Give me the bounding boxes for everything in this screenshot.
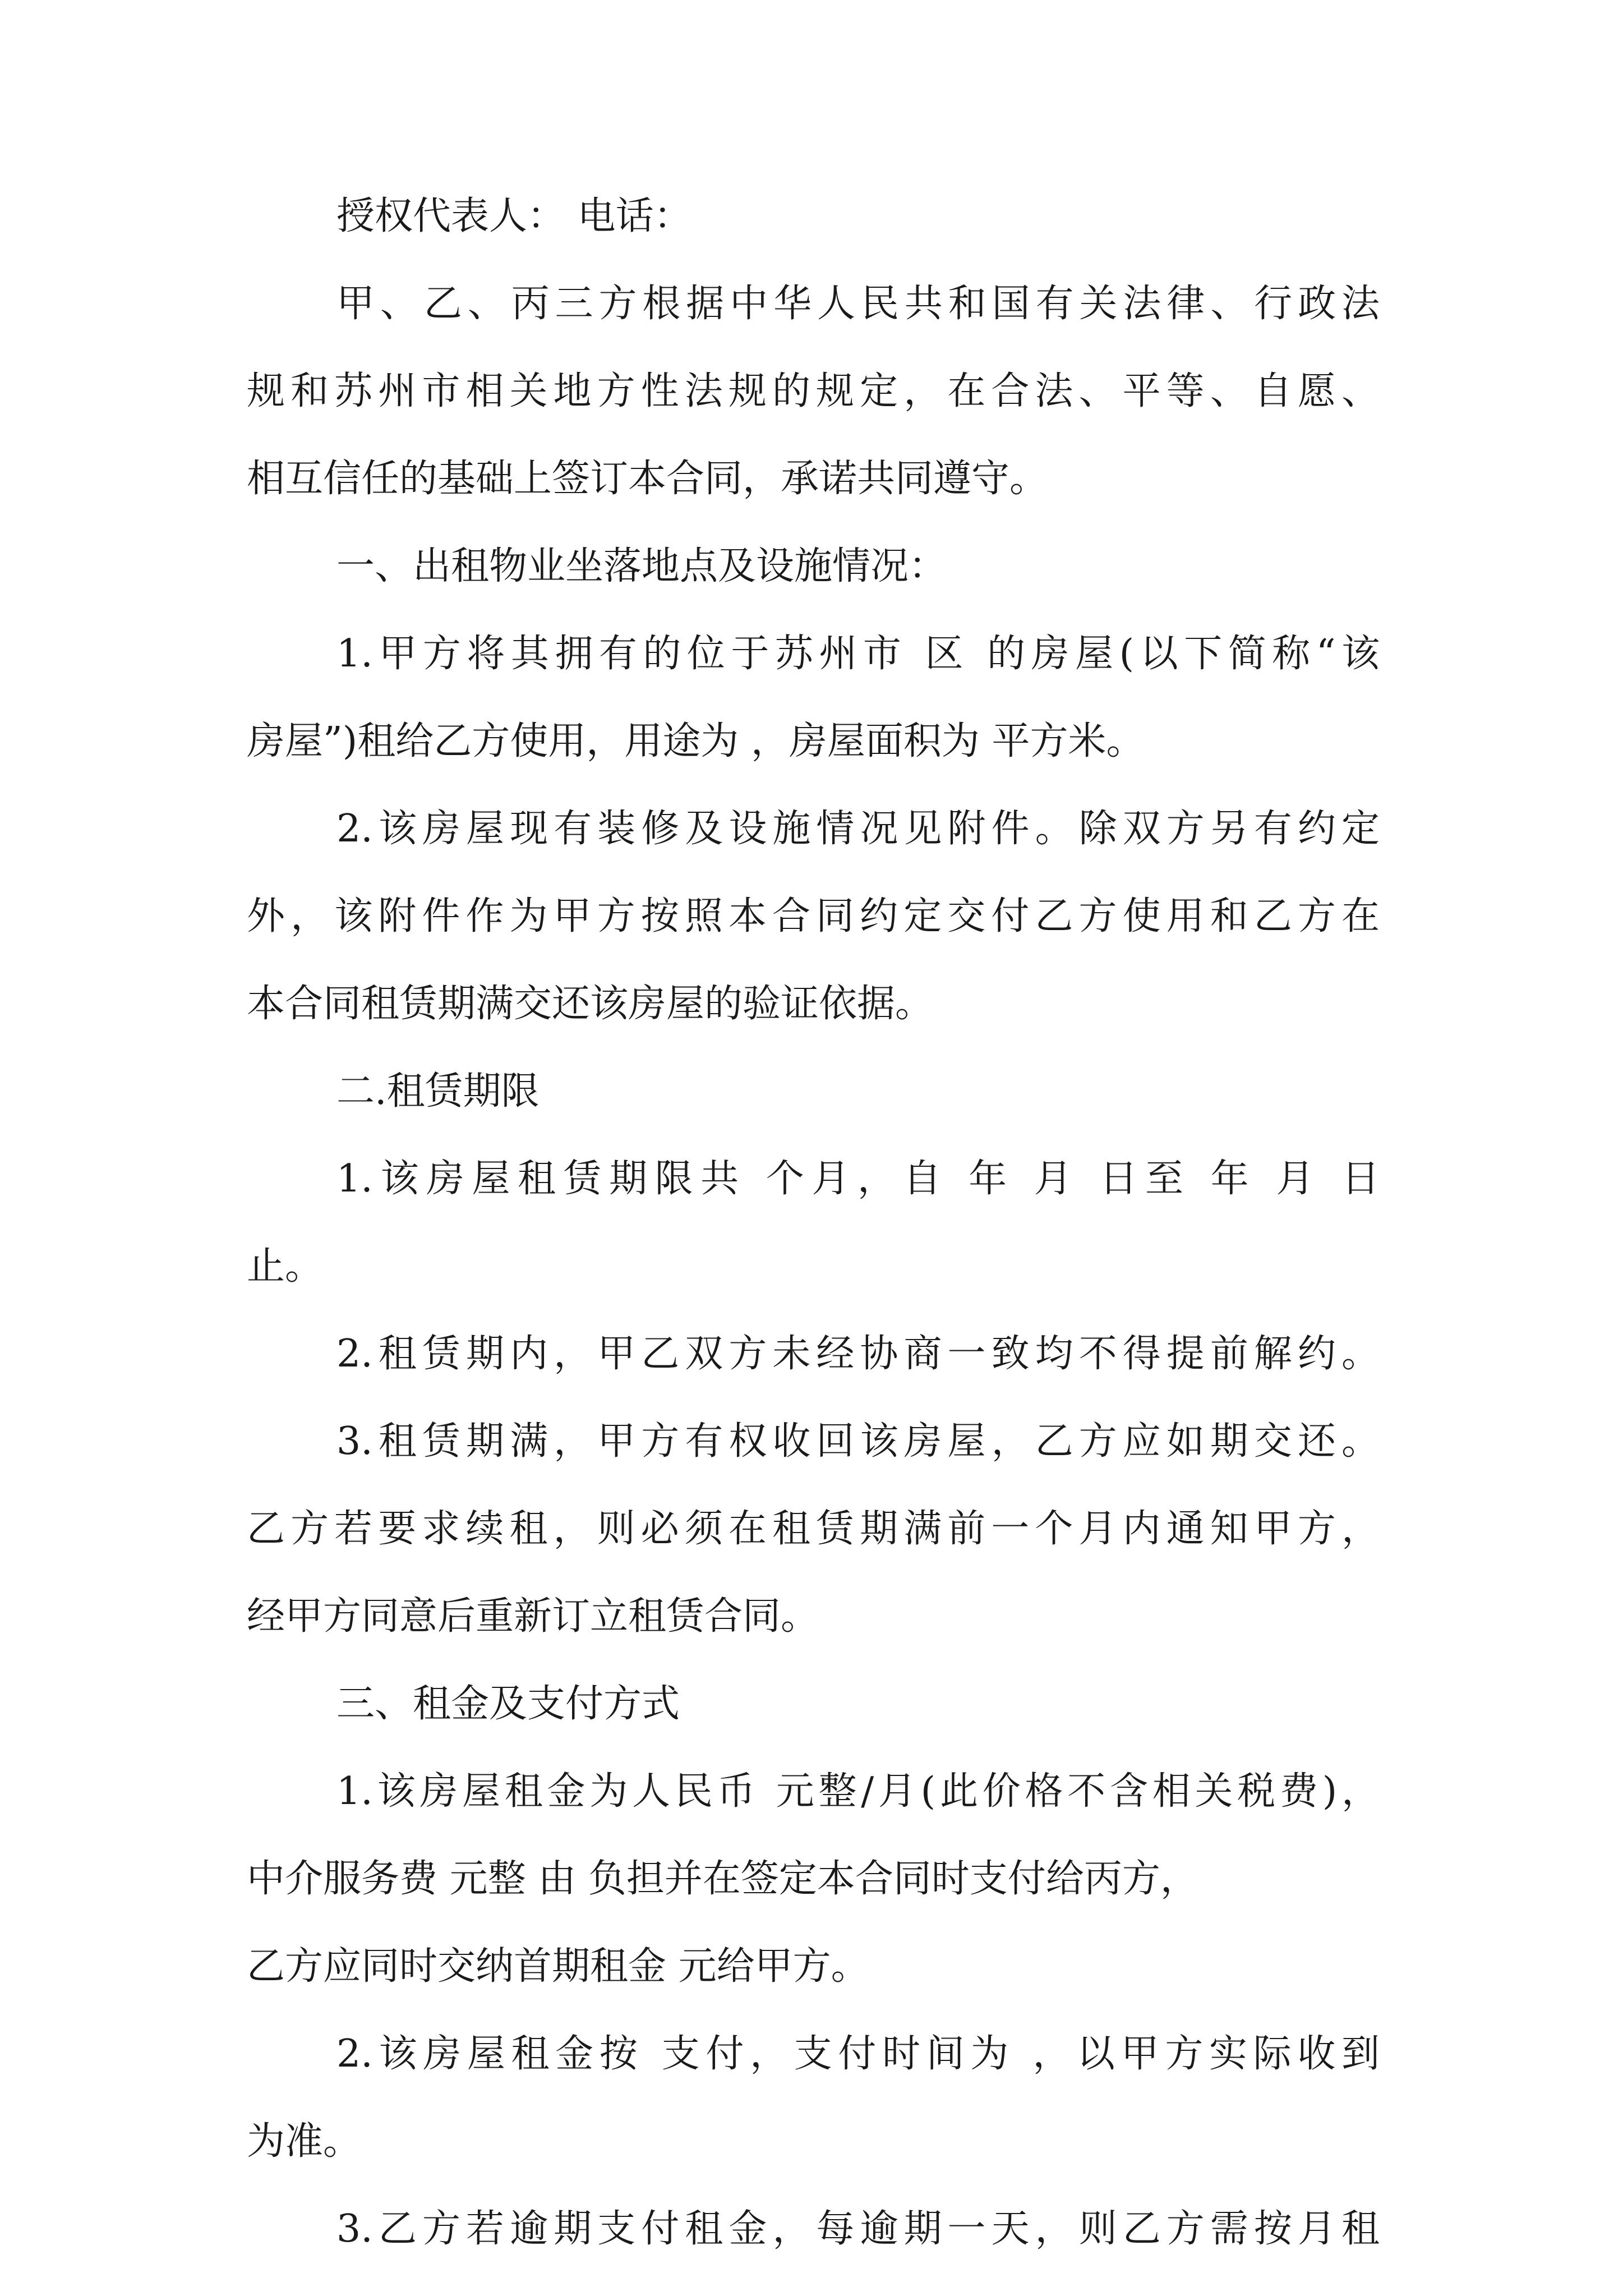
text-line: 外，该附件作为甲方按照本合同约定交付乙方使用和乙方在 [247,894,1380,938]
text-line: 止。 [247,1244,324,1289]
text-line: 中介服务费 元整 由 负担并在签定本合同时支付给丙方， [247,1857,1198,1901]
text-line: 房屋”)租给乙方使用，用途为 ，房屋面积为 平方米。 [247,719,1145,763]
text-line: 3.乙方若逾期支付租金，每逾期一天，则乙方需按月租 [336,2207,1380,2251]
text-line: 3.租赁期满，甲方有权收回该房屋，乙方应如期交还。 [336,1419,1380,1464]
text-line: 规和苏州市相关地方性法规的规定，在合法、平等、自愿、 [247,369,1380,413]
section-heading: 三、租金及支付方式 [336,1682,680,1726]
text-line: 本合同租赁期满交还该房屋的验证依据。 [247,982,934,1026]
text-line: 相互信任的基础上签订本合同，承诺共同遵守。 [247,457,1048,501]
text-line: 1.该房屋租金为人民币 元整/月(此价格不含相关税费)， [336,1769,1380,1814]
text-line: 2.该房屋租金按 支付，支付时间为 ，以甲方实际收到 [336,2032,1380,2076]
text-line: 授权代表人： 电话： [336,194,692,238]
text-line: 乙方若要求续租，则必须在租赁期满前一个月内通知甲方， [247,1507,1380,1551]
text-line: 2.该房屋现有装修及设施情况见附件。除双方另有约定 [336,807,1380,851]
section-heading: 二.租赁期限 [336,1069,540,1114]
text-line: 2.租赁期内，甲乙双方未经协商一致均不得提前解约。 [336,1332,1380,1376]
text-line: 甲、乙、丙三方根据中华人民共和国有关法律、行政法 [336,282,1380,326]
text-line: 乙方应同时交纳首期租金 元给甲方。 [247,1944,869,1989]
text-line: 1.该房屋租赁期限共 个月，自 年 月 日至 年 月 日 [336,1157,1380,1201]
text-line: 1.甲方将其拥有的位于苏州市 区 的房屋(以下简称“该 [336,632,1380,676]
section-heading: 一、出租物业坐落地点及设施情况： [336,544,947,588]
text-line: 经甲方同意后重新订立租赁合同。 [247,1594,819,1639]
text-line: 为准。 [247,2119,362,2164]
